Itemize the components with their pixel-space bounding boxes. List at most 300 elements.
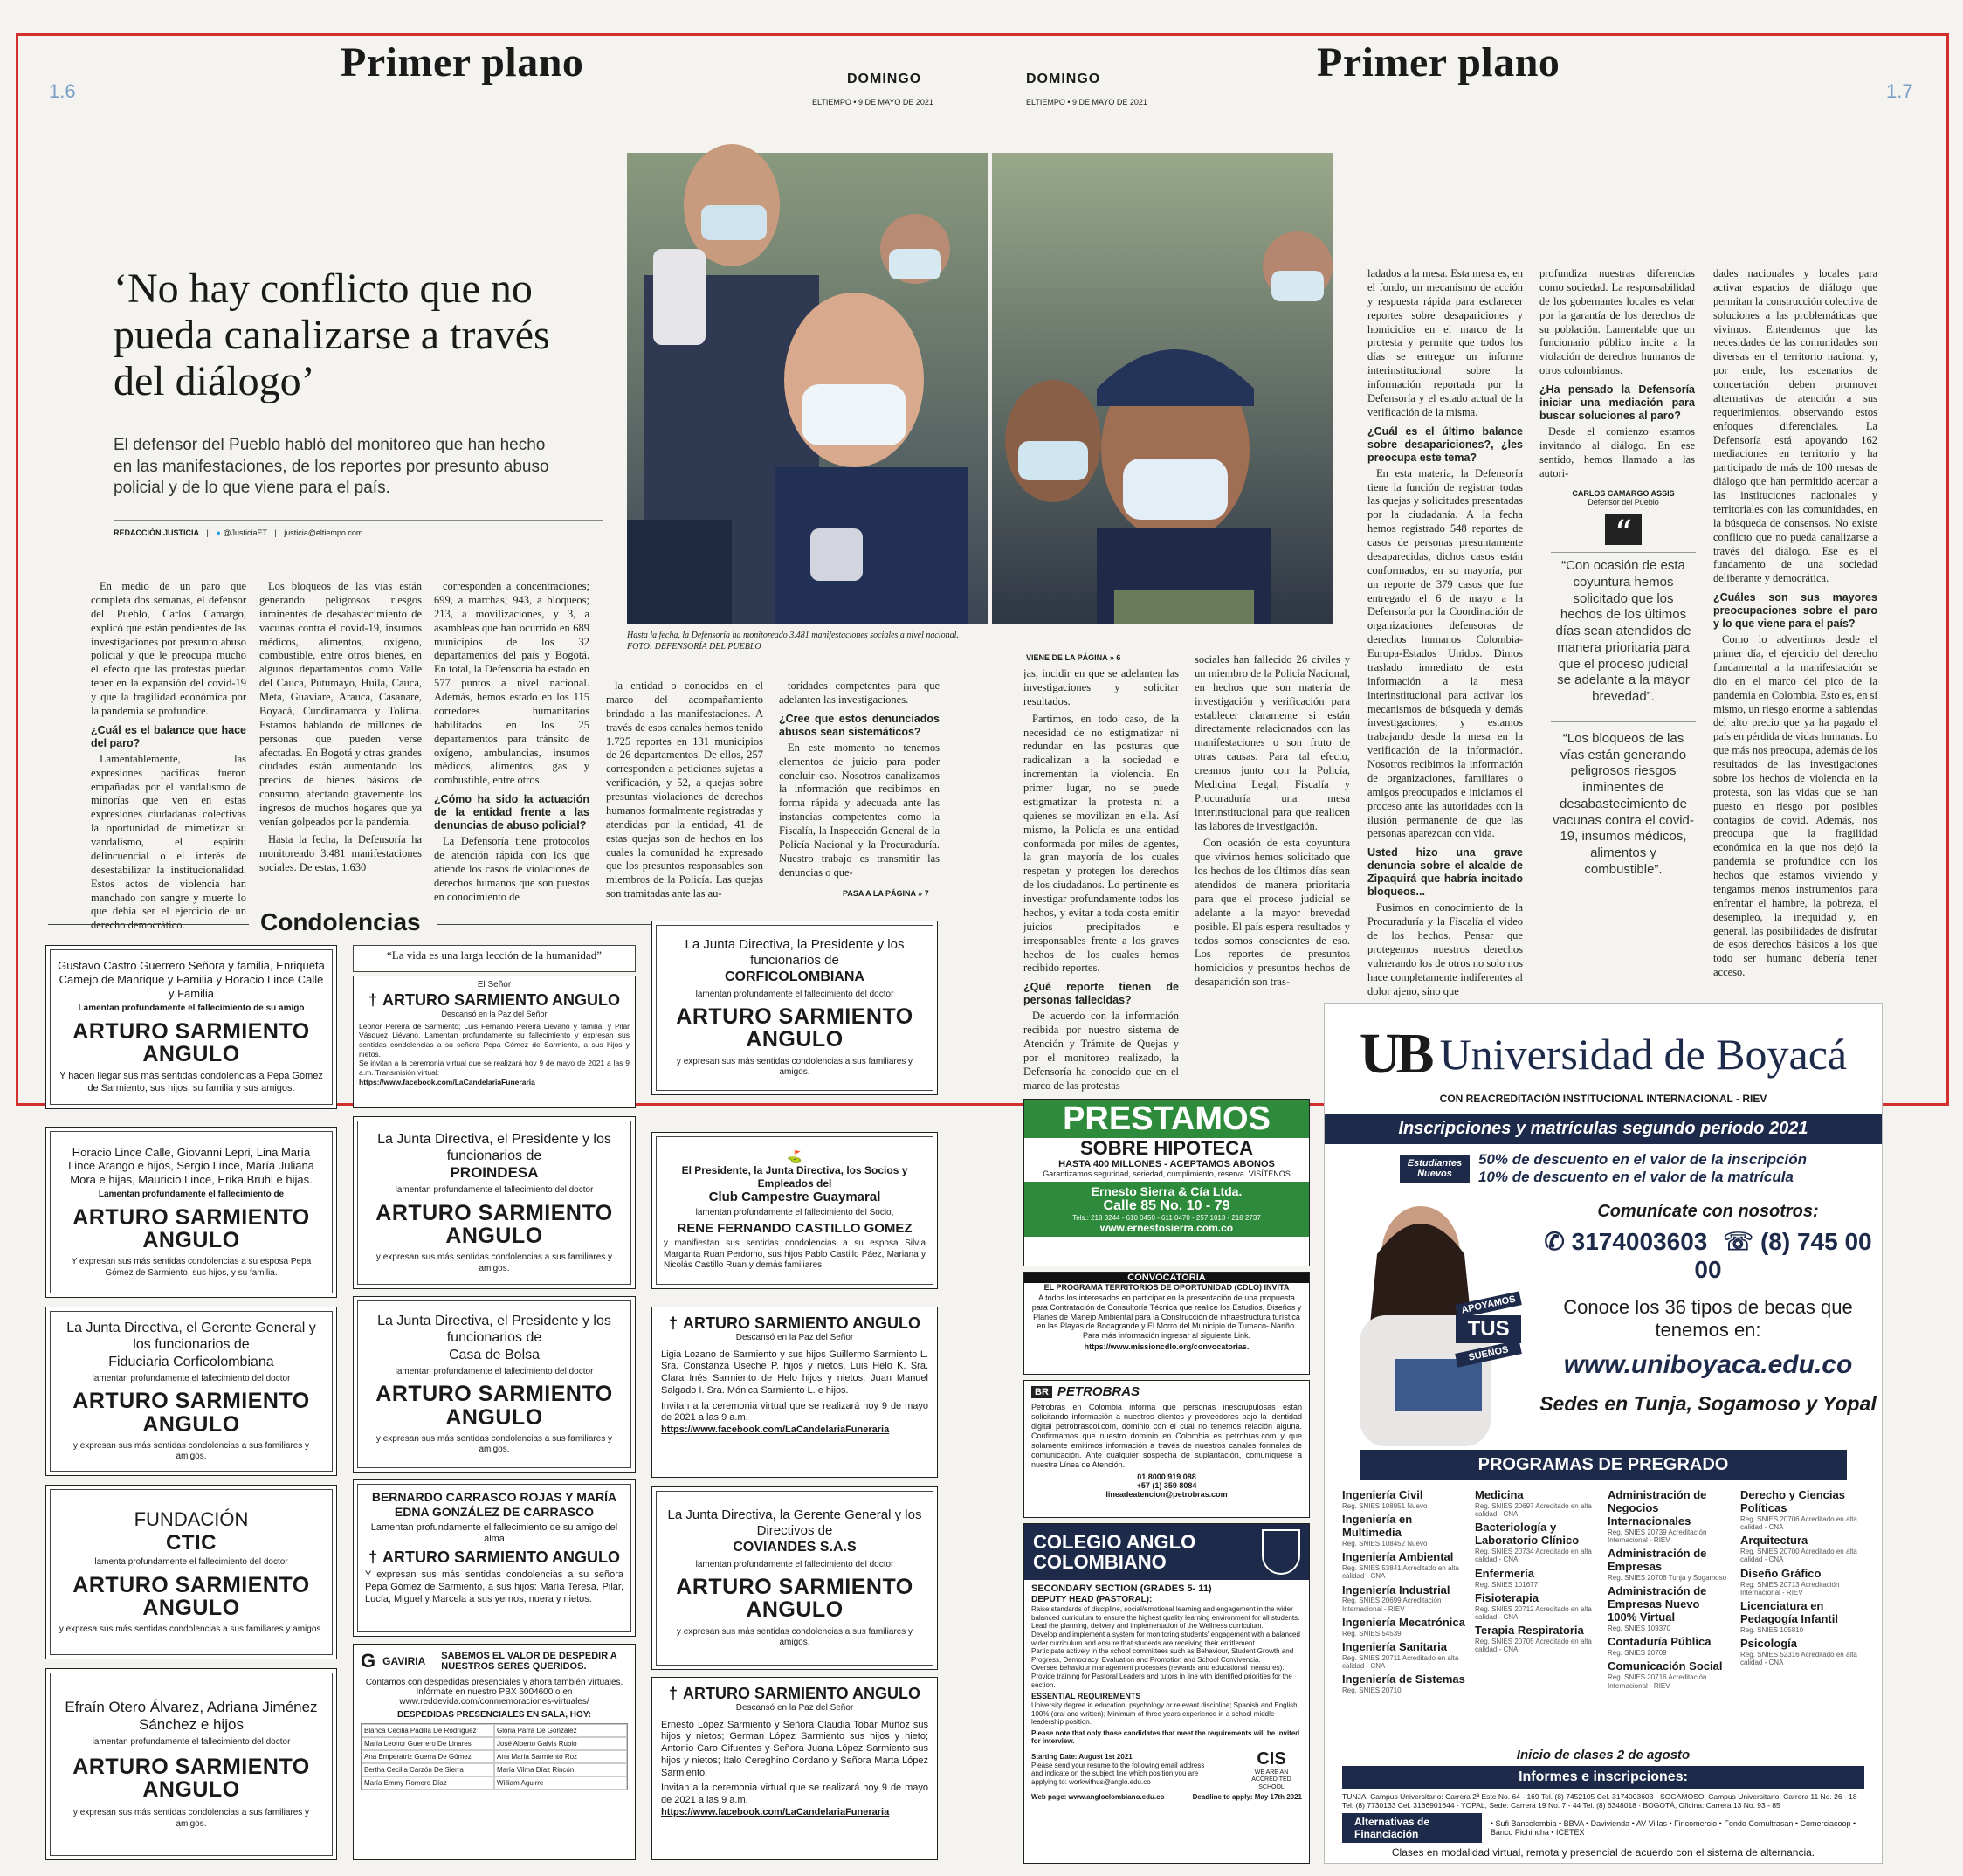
paragraph: Como lo advertimos desde el primer día, el ejercicio del derecho fundamental a la manifestación se dio en el marco del pico de la pandemia en Colombia. Esto es, en sí mismo, un riesgo enorme a sabiendas del alto precio que ya ha pagado el país en pérdida de vidas humanas. Lo que más nos preocupa, además de los resultados de las investigaciones sobre los hechos de violencia en la protesta, son las vidas que se han puesto en riesgo por posibles contagios de covid. Además, nos preocupa que la fragilidad económica en la que nos dejó la pandemia se profundice con los hechos que estamos viviendo y tengamos menos instrumentos para enfrentar el hambre, la pobreza, el desempleo, la inequidad y, en general, las posibilidades de disfrutar de esos derechos básicos a los que todo ser humano debería tener acceso. [1713, 633, 1877, 979]
ub-program-reg: Reg. SNIES 20699 Acreditación Internacional - RIEV [1342, 1597, 1442, 1613]
question: ¿Ha pensado la Defensoría iniciar una mediación para buscar soluciones al paro? [1539, 383, 1695, 422]
byline-twitter: @JusticiaET [223, 528, 267, 537]
notice-org: CORFICOLOMBIANA [725, 969, 864, 985]
article-col-r5 [1713, 267, 1877, 979]
ad-subtitle: EL PROGRAMA TERRITORIOS DE OPORTUNIDAD (CDLO) INVITA [1043, 1283, 1290, 1292]
ub-program-reg: Reg. SNIES 53841 Acreditado en alta calidad - CNA [1342, 1564, 1459, 1581]
list-item: María Vilma Díaz Rincón [494, 1763, 627, 1776]
whatsapp-icon: ✆ [1544, 1228, 1565, 1255]
notice-body: Y expresan sus más sentidas condolencias a su señora Pepa Gómez de Sarmiento, a sus hijos: María Teresa, Pilar, Lucía, Miguel y Marcela a sus yernos, nuera y nietos. [365, 1569, 623, 1604]
condolence-notice [651, 1307, 938, 1478]
condolence-notice [45, 1485, 337, 1659]
ub-programs-title: PROGRAMAS DE PREGRADO [1360, 1450, 1847, 1480]
paragraph: Hasta la fecha, la Defensoría ha monitoreado 3.481 manifestaciones sociales. De estas, 1.630 [259, 832, 422, 873]
deceased-name: ARTURO SARMIENTO ANGULO [72, 1572, 310, 1620]
paragraph: toridades competentes para que adelanten las investigaciones. [779, 679, 940, 706]
notice-senders: La Junta Directiva, la Presidente y los funcionarios de [685, 937, 905, 969]
ad-phone: +57 (1) 359 8084 [1136, 1480, 1197, 1490]
notice-body: Ligia Lozano de Sarmiento y sus hijos Guillermo Sarmiento L. Sra. Constanza Useche P. hijos y nietos, Luis Helo K. Sra. Clara Inés Sarmiento de Helo hijos y nietos, Juan Manuel Salgado I. Sra. Mónica Sarmiento L. e hijos. [661, 1348, 928, 1396]
petrobras-logo-icon: BR [1031, 1386, 1052, 1398]
article-col-2 [259, 580, 422, 896]
notice-senders: La Junta Directiva, el Gerente General y los funcionarios de [66, 1321, 316, 1353]
list-item: Lead the planning, delivery and implementation of the Wellness curriculum. [1031, 1622, 1264, 1631]
twitter-icon: ● [216, 528, 221, 537]
notice-senders: Horacio Lince Calle, Giovanni Lepri, Lina María Lince Arango e hijos, Sergio Lince, María Juliana Mora e hijas, Mauricio Lince, Erika Bruhl e hijas. [68, 1145, 314, 1186]
ub-program-reg: Reg. SNIES 20697 Acreditado en alta calidad - CNA [1475, 1501, 1592, 1519]
pull-quote-name: CARLOS CAMARGO ASSIS [1572, 489, 1675, 498]
deceased-name: ARTURO SARMIENTO ANGULO [676, 1004, 913, 1052]
ub-program-item [1740, 1489, 1864, 1531]
deceased-name: ARTURO SARMIENTO ANGULO [72, 1204, 310, 1253]
condolence-notice [353, 1116, 636, 1289]
tus-badge: TUS [1456, 1315, 1521, 1343]
condolence-notice [45, 1668, 337, 1860]
ub-program-reg: Reg. SNIES 20710 [1342, 1686, 1402, 1695]
ub-program-item [1342, 1673, 1466, 1694]
cross-icon: † [668, 1685, 678, 1702]
ub-program-name: Enfermería [1475, 1566, 1534, 1580]
petrobras-ad [1023, 1380, 1310, 1518]
cross-icon: † [368, 990, 377, 1009]
notice-org: Club Campestre Guaymaral [708, 1189, 881, 1204]
paragraph: Partimos, en todo caso, de la necesidad de no estigmatizar ni redundar en las posturas que radicalizan a la sociedad e incrementan la violencia. En primer lugar, no se puede estigmatizar la protesta ni a quienes se movilizan en ella. Así mismo, la Policía es una entidad conformada por miles de agentes, la gran mayoría de los cuales respetan y protegen los derechos de los ciudadanos. Lo pertinente es investigar profundamente todos los hechos, y evitar a toda costa emitir juicios precipitados e irresponsables frente a los graves hechos de los cuales hemos recibido reportes. [1023, 712, 1179, 975]
condolence-notice [651, 921, 938, 1095]
day-right: DOMINGO [1026, 72, 1101, 86]
photo-left [627, 153, 988, 624]
ub-program-column [1608, 1489, 1732, 1748]
ad-body: University degree in education, psychology or relevant discipline; Spanish and English 100% (oral and written); Minimum of three years experience in a school middle leadership position. [1031, 1700, 1298, 1727]
ad-deadline: Deadline to apply: May 17th 2021 [1192, 1793, 1302, 1802]
ub-program-name: Ingeniería Civil [1342, 1488, 1423, 1501]
ub-program-reg: Reg. SNIES 20716 Acreditación Internacional - RIEV [1608, 1673, 1707, 1690]
deceased-name: ARTURO SARMIENTO ANGULO [683, 1685, 920, 1702]
ad-title: CONVOCATORIA [1024, 1273, 1309, 1283]
ad-body: Petrobras en Colombia informa que personas inescrupulosas están solicitando información a nuestros clientes y proveedores bajo la identidad digital petrobrascol.com, dominio con el cual no tenemos relación alguna. Confirmamos que nuestro dominio en Colombia es petrobras.com y que solamente emitimos información a través de nuestros canales formales de comunicación. Ante cualquier sospecha de suplantación, comuníquese a nuestra Línea de Atención. [1031, 1403, 1302, 1469]
gaviria-logo-icon: G [361, 1650, 376, 1672]
page-number-right: 1.7 [1886, 80, 1913, 102]
ub-program-item [1608, 1660, 1732, 1689]
notice-org: COVIANDES S.A.S [733, 1540, 857, 1555]
paragraph: sociales han fallecido 26 civiles y un miembro de la Policía Nacional, en hechos que son materia de investigación y verificación para establecer claramente si están directamente relacionados con las manifestaciones o son fruto de otras causas. Para tal efecto, creamos junto con la Policía, Medicina Legal, Fiscalía y Procuraduría una mesa interinstitucional para que realicen las labores de investigación. [1195, 653, 1350, 832]
ub-phone[interactable]: (8) 745 00 00 [1694, 1228, 1872, 1283]
paragraph: profundiza nuestras diferencias como sociedad. La responsabilidad de los gobernantes locales es velar por la garantía de los derechos de su población. Lamentable que un funcionario público incite a la violación de derechos humanos de otros colombianos. [1539, 267, 1695, 377]
cis-tagline: WE ARE AN ACCREDITED SCHOOL [1251, 1769, 1291, 1790]
ub-program-item [1342, 1641, 1466, 1670]
deceased-name: ARTURO SARMIENTO ANGULO [676, 1575, 913, 1623]
list-item: Blanca Cecilia Padilla De Rodríguez [362, 1724, 494, 1737]
notice-body: Leonor Pereira de Sarmiento; Luis Fernando Pereira Liévano y familia; y Pilar Vásquez Liévano. Lamentan profundamente su fallecimiento y expresan sus sentidas condolencias a su señora Pepa Gómez de Sarmiento, a sus hijos y nietos. [359, 1021, 630, 1059]
ub-program-reg: Reg. SNIES 52316 Acreditado en alta calidad - CNA [1740, 1650, 1857, 1667]
ad-email[interactable]: lineadeatencion@petrobras.com [1105, 1489, 1228, 1499]
article-headline: ‘No hay conflicto que no pueda canalizarse a través del diálogo’ [114, 266, 550, 404]
ad-note: Please note that only those candidates that meet the requirements will be invited for interview. [1031, 1728, 1300, 1746]
prestamos-ad [1023, 1099, 1310, 1266]
ad-subtitle: DEPUTY HEAD (PASTORAL): [1031, 1595, 1153, 1605]
jump-prev-page[interactable]: VIENE DE LA PÁGINA » 6 [1026, 653, 1121, 662]
facebook-link[interactable]: https://www.facebook.com/LaCandelariaFuneraria [359, 1077, 535, 1086]
ub-program-reg: Reg. SNIES 20708 Tunja y Sogamoso [1608, 1574, 1727, 1583]
suenos-badge: SUEÑOS [1455, 1340, 1522, 1367]
notice-body: Ernesto López Sarmiento y Señora Claudia Tobar Muñoz sus hijos y nietos; German López Sarmiento sus hijos y nieto; Antonio Caro Cifuentes y Señora Juana López Sarmiento sus hijos y nietos; Italo Cereghino Cordano y Señora Marta López Sarmiento. [661, 1719, 928, 1778]
ad-address: Calle 85 No. 10 - 79 [1103, 1198, 1230, 1213]
pull-quote-2: “Los bloqueos de las vías están generando peligrosos riesgos inminentes de desabastecimiento de vacunas contra el covid-19, insumos médicos, alimentos y combustible”. [1551, 721, 1696, 879]
apoyamos-badge: APOYAMOS [1455, 1291, 1522, 1318]
article-lede: El defensor del Pueblo habló del monitoreo que han hecho en las manifestaciones, de los reportes por presunto abuso policial y de lo que viene para el país. [114, 436, 549, 498]
ub-inscripciones: Inscripciones y matrículas segundo período 2021 [1325, 1114, 1882, 1144]
ub-accreditation: CON REACREDITACIÓN INSTITUCIONAL INTERNACIONAL - RIEV [1439, 1093, 1767, 1105]
ad-company: PETROBRAS [1057, 1384, 1140, 1399]
ub-start-date: Inicio de clases 2 de agosto [1516, 1748, 1691, 1762]
ub-program-name: Ingeniería Ambiental [1342, 1550, 1454, 1564]
article-col-4 [606, 679, 763, 900]
condolence-notice [651, 1486, 938, 1670]
ub-program-name: Fisioterapia [1475, 1590, 1539, 1604]
paragraph: jas, incidir en que se adelanten las investigaciones y solicitar resultados. [1023, 667, 1179, 707]
byline-email: justicia@eltiempo.com [284, 528, 363, 537]
section-title-right: Primer plano [1317, 39, 1560, 86]
ub-program-reg: Reg. SNIES 20706 Acreditado en alta calidad - CNA [1740, 1514, 1857, 1532]
ub-program-column [1342, 1489, 1466, 1748]
ub-program-name: Administración de Empresas [1608, 1547, 1707, 1574]
ub-students-badge: Estudiantes Nuevos [1400, 1155, 1470, 1183]
paragraph: Pusimos en conocimiento de la Procuraduría y la Fiscalía el video de los hechos. Pensar que protegemos nuestros derechos vulnerando los de otros no solo nos hace completamente indiferentes al dolor ajeno, sino que [1367, 901, 1523, 997]
ub-program-name: Medicina [1475, 1488, 1524, 1501]
notice-text: y expresa sus más sentidas condolencias a sus familiares y amigos. [59, 1624, 324, 1635]
ub-program-reg: Reg. SNIES 54539 [1342, 1629, 1402, 1638]
ub-program-item [1608, 1489, 1732, 1544]
notice-text: El Señor [477, 980, 512, 990]
ub-contact-label: Comunícate con nosotros: [1597, 1202, 1819, 1221]
paragraph: Desde el comienzo estamos invitando al diálogo. En ese sentido, hemos llamado a las autori- [1539, 425, 1695, 479]
notice-body: Invitan a la ceremonia virtual que se realizará hoy 9 de mayo de 2021 a las 9 a.m. [661, 1783, 928, 1805]
list-item: María Emmy Romero Díaz [362, 1776, 494, 1790]
question: ¿Cuál es el último balance sobre desapariciones?, ¿les preocupa este tema? [1367, 424, 1523, 464]
despedidas-list [361, 1723, 628, 1790]
ub-program-item [1475, 1568, 1599, 1589]
list-item: William Aguirre [494, 1776, 627, 1790]
notice-text: lamentan profundamente el fallecimiento del doctor [695, 989, 894, 999]
notice-org: CTIC [166, 1530, 217, 1555]
deceased-name: ARTURO SARMIENTO ANGULO [683, 1314, 920, 1332]
ub-program-reg: Reg. SNIES 20705 Acreditado en alta calidad - CNA [1475, 1637, 1592, 1654]
ad-body: A todos los interesados en participar en la presentación de una propuesta para Contratación de Consultoría Técnica que realice los Estudios, Diseños y Planes de Manejo Ambiental para la Construcción de infraestructura turística en las Playas de Bocagrande y El Morro del Municipio de Tumaco- Nariño. Para más información ingresar al siguiente Link. [1031, 1293, 1302, 1341]
notice-text: Y hacen llegar sus más sentidas condolencias a Pepa Gómez de Sarmiento, sus hijos, su familia y sus amigos. [59, 1071, 323, 1093]
convocatoria-ad [1023, 1272, 1310, 1375]
ub-program-reg: Reg. SNIES 101677 [1475, 1580, 1539, 1589]
paragraph: ladados a la mesa. Esta mesa es, en el fondo, un mecanismo de acción y respuesta rápida para esclarecer reportes sobre desapariciones y homicidios en el marco de la protesta y permite que todos los días se entregue un informe interinstitucional sobre la información reportada por la Defensoría y el estado actual de la verificación de la misma. [1367, 267, 1523, 418]
condolencias-rule-left [48, 924, 249, 925]
ub-programs-grid [1325, 1489, 1882, 1748]
ad-subtitle: SOBRE HIPOTECA [1079, 1137, 1254, 1159]
photo-right [992, 153, 1333, 624]
ub-program-reg: Reg. SNIES 108452 Nuevo [1342, 1540, 1428, 1548]
notice-text: Descansó en la Paz del Señor [735, 1333, 854, 1342]
ub-banks: • Sufi Bancolombia • BBVA • Davivienda • AV Villas • Fincomercio • Fondo Comultrasan • Comerciacoop • Banco Pichincha • ICETEX [1490, 1819, 1856, 1838]
ub-discount: 10% de descuento en el valor de la matrícula [1477, 1169, 1794, 1185]
cis-logo: CIS [1257, 1748, 1286, 1769]
ad-website[interactable]: www.ernestosierra.com.co [1099, 1222, 1234, 1234]
ub-logo-icon: UB [1359, 1022, 1429, 1086]
ad-text: HASTA 400 MILLONES - ACEPTAMOS ABONOS [1058, 1159, 1275, 1169]
notice-text: y expresan sus más sentidas condolencias a sus familiares y amigos. [375, 1433, 613, 1455]
notice-text: lamentan profundamente el fallecimiento del doctor [92, 1737, 291, 1748]
notice-text: Descansó en la Paz del Señor [441, 1009, 548, 1018]
ad-date: Starting Date: August 1st 2021 [1031, 1753, 1133, 1762]
condolence-notice [353, 1479, 636, 1637]
article-col-r1 [1023, 667, 1179, 1092]
notice-text: y expresan sus más sentidas condolencias a sus familiares y amigos. [72, 1808, 310, 1829]
ub-program-name: Administración de Empresas Nuevo 100% Virtual [1608, 1584, 1707, 1624]
ad-subtitle: ESSENTIAL REQUIREMENTS [1031, 1692, 1141, 1701]
uniboyaca-ad [1324, 1003, 1883, 1864]
notice-text: lamentan profundamente el fallecimiento del doctor [92, 1373, 291, 1383]
byline: REDACCIÓN JUSTICIA | ● @JusticiaET | justicia@eltiempo.com [114, 528, 363, 537]
ad-subtitle: SECONDARY SECTION (GRADES 5- 11) [1031, 1583, 1212, 1594]
paragraph: Con ocasión de esta coyuntura que vivimos hemos solicitado que los hechos de los últimos días sean atendidos de manera prioritaria para que el proceso judicial se adelante a la mayor brevedad posible. El país espera resultados y todos somos conscientes de eso. Los reportes de presuntos homicidios y presuntos hechos de desaparición son tras- [1195, 837, 1350, 989]
ub-program-name: Psicología [1740, 1636, 1798, 1650]
ad-phone: 01 8000 919 088 [1137, 1472, 1196, 1481]
question: Usted hizo una grave denuncia sobre el alcalde de Zipaquirá que habría incitado bloqueos... [1367, 846, 1523, 899]
ad-body: Contamos con despedidas presenciales y ahora también virtuales. Infórmate en nuestro PBX 6004600 o en www.reddevida.com/conmemoraciones-virtuales/ [365, 1678, 623, 1707]
ub-program-item [1475, 1624, 1599, 1653]
condolence-notice [353, 945, 636, 1109]
ub-becas: Conoce los 36 tipos de becas que tenemos en: [1563, 1296, 1853, 1341]
ub-program-reg: Reg. SNIES 20713 Acreditación Internacional - RIEV [1740, 1580, 1840, 1597]
byline-rule [114, 520, 603, 521]
paragraph: En medio de un paro que completa dos semanas, el defensor del Pueblo, Carlos Camargo, explicó que están pendientes de las investigaciones por presunto abuso policial y que le preocupa mucho el efecto que las protestas puedan tener en la expansión del covid-19 y que la fragilidad económica por la pandemia se profundice. [91, 580, 246, 717]
notice-text: Lamentan profundamente el fallecimiento de su amigo [78, 1004, 305, 1014]
article-col-r3 [1367, 267, 1523, 997]
notice-body: Se invitan a la ceremonia virtual que se realizará hoy 9 de mayo de 2021 a las 9 a.m. Transmisión virtual: [359, 1059, 630, 1077]
ub-website[interactable]: www.uniboyaca.edu.co [1563, 1350, 1853, 1379]
paragraph: dades nacionales y locales para activar espacios de diálogo que permitan la construcción colectiva de soluciones a las problemáticas que vivimos. Entendemos que las necesidades de las comunidades son diversas en el territorio nacional y, por ende, los escenarios de concertación deben promover alternativas de atención a sus requerimientos, observando estos enfoques diferenciales. La Defensoría está apoyando 162 mediaciones en territorio y ha participado de más de 100 mesas de diálogo que han permitido acercar a las instituciones nacionales y territoriales con las comunidades, en la búsqueda de consensos. No existe conflicto que no pueda canalizarse a través del diálogo. Ese es el fundamento de una sociedad deliberante y democrática. [1713, 267, 1877, 585]
list-item: Provide training for Pastoral Leaders and tutors in line with identified priorities for the section. [1031, 1672, 1292, 1689]
ub-program-reg: Reg. SNIES 20712 Acreditado en alta calidad - CNA [1475, 1604, 1592, 1621]
notice-senders: FUNDACIÓN [134, 1508, 249, 1531]
deceased-name: ARTURO SARMIENTO ANGULO [382, 990, 620, 1009]
condolencias-rule-right [437, 924, 659, 925]
deceased-name: ARTURO SARMIENTO ANGULO [72, 1389, 310, 1437]
school-crest-icon [1262, 1529, 1300, 1575]
ub-program-column [1740, 1489, 1864, 1748]
ub-phone[interactable]: 3174003603 [1571, 1228, 1708, 1255]
day-left: DOMINGO [847, 72, 922, 86]
deceased-name: ARTURO SARMIENTO ANGULO [382, 1548, 620, 1567]
funeral-brand: GAVIRIA [382, 1655, 426, 1667]
notice-senders: Gustavo Castro Guerrero Señora y familia, Enriqueta Camejo de Manrique y Familia y Horacio Lince Calle y Familia [58, 959, 325, 1000]
ub-program-item [1740, 1600, 1864, 1634]
notice-senders: BERNARDO CARRASCO ROJAS Y MARÍA EDNA GONZÁLEZ DE CARRASCO [371, 1490, 617, 1519]
ad-title: COLEGIO ANGLO COLOMBIANO [1033, 1530, 1196, 1573]
byline-author: REDACCIÓN JUSTICIA [114, 528, 200, 537]
notice-body: y manifiestan sus sentidas condolencias a su esposa Silvia Margarita Ruan Perdomo, sus hijos Pablo Castillo Páez, Mariana y Nicolás Castillo Ruan y demás familiares. [664, 1238, 926, 1271]
ub-program-name: Ingeniería de Sistemas [1342, 1673, 1465, 1686]
ub-program-name: Ingeniería Industrial [1342, 1583, 1450, 1597]
condolence-notice [45, 1127, 337, 1298]
list-item: Gloria Parra De González [494, 1724, 627, 1737]
ub-program-item [1608, 1585, 1732, 1632]
notice-text: Lamentan profundamente el fallecimiento de su amigo del alma [370, 1521, 618, 1545]
question: ¿Cuáles son sus mayores preocupaciones sobre el paro y lo que viene para el país? [1713, 591, 1877, 631]
ub-program-reg: Reg. SNIES 105810 [1740, 1625, 1804, 1634]
notice-senders: Efraín Otero Álvarez, Adriana Jiménez Sánchez e hijos [65, 1698, 318, 1733]
paragraph: La Defensoría tiene protocolos de atención rápida con los que atiende los casos de violaciones de derechos humanos que son puestos en conocimiento de [434, 835, 589, 903]
list-item: Ana María Sarmiento Roz [494, 1750, 627, 1763]
ub-program-reg: Reg. SNIES 109370 [1608, 1624, 1671, 1633]
ub-program-reg: Reg. SNIES 20711 Acreditado en alta calidad - CNA [1342, 1653, 1459, 1671]
ub-program-column [1475, 1489, 1599, 1748]
ad-body: Please send your resume to the following email address and indicate on the subject line which position you are applying to: workwithus@anglo.edu.co [1031, 1761, 1205, 1787]
ub-program-reg: Reg. SNIES 20709 [1608, 1649, 1667, 1658]
notice-text: Y expresan sus más sentidas condolencias a su esposa Pepa Gómez de Sarmiento, sus hijos, y su familia. [71, 1257, 312, 1278]
phone-icon: ☏ [1723, 1228, 1754, 1255]
list-item: Raise standards of discipline, social/emotional learning and engagement in the wider balanced curriculum to ensure the highest quality learning environment for all students. [1031, 1605, 1300, 1622]
colegio-ad [1023, 1523, 1310, 1864]
condolence-notice [651, 1132, 938, 1289]
ad-title: SABEMOS EL VALOR DE DESPEDIR A NUESTROS SERES QUERIDOS. [441, 1651, 617, 1672]
paragraph: Los bloqueos de las vías están generando peligrosos riesgos inminentes de desabastecimiento de vacunas contra el covid-19, insumos médicos, alimentos, oxígeno, combustible, entre otros bienes, en algunos departamentos como Valle del Cauca, Putumayo, Huila, Cauca, Meta, Guaviare, Arauca, Casanare, Boyacá, Cundinamarca y Tolima. Estamos hablando de millones de personas que pueden verse afectadas. En Bogotá y otras grandes ciudades están aumentando los precios de bienes básicos de consumo, afectando gravemente los ingresos de muchos hogares que ya venían golpeados por la pandemia. [259, 580, 422, 828]
notice-body: Invitan a la ceremonia virtual que se realizará hoy 9 de mayo de 2021 a las 9 a.m. [661, 1400, 928, 1424]
list-item: María Leonor Guerrero De Linares [362, 1737, 494, 1750]
list-item: José Alberto Galvis Rubio [494, 1737, 627, 1750]
notice-text: y expresan sus más sentidas condolencias a sus familiares y amigos. [676, 1056, 913, 1078]
ub-program-item [1342, 1489, 1466, 1510]
cross-icon: † [668, 1314, 678, 1332]
ad-phones: Tels.: 218 3244 - 610 0450 - 611 0470 - 257 1013 - 218 2737 [1072, 1214, 1261, 1222]
student-photo [1325, 1193, 1534, 1446]
ub-program-name: Ingeniería en Multimedia [1342, 1513, 1413, 1540]
ub-program-item [1475, 1592, 1599, 1621]
cross-icon: † [368, 1548, 377, 1567]
ub-program-item [1740, 1535, 1864, 1563]
jump-next-page[interactable]: PASA A LA PÁGINA » 7 [843, 889, 929, 898]
ub-informes: Informes e inscripciones: [1342, 1766, 1864, 1789]
ub-discount: 50% de descuento en el valor de la inscripción [1477, 1151, 1808, 1168]
notice-senders: La Junta Directiva, la Gerente General y los Directivos de [667, 1507, 922, 1539]
ub-program-item [1740, 1568, 1864, 1597]
notice-senders: La Junta Directiva, el Presidente y los funcionarios de [377, 1314, 611, 1346]
ub-program-item [1342, 1617, 1466, 1638]
question: ¿Qué reporte tienen de personas fallecidas? [1023, 981, 1179, 1007]
photo-caption: Hasta la fecha, la Defensoría ha monitoreado 3.481 manifestaciones sociales a nivel nacional. FOTO: DEFENSORÍA DEL PUEBLO [627, 631, 959, 652]
dateline-right: ELTIEMPO • 9 DE MAYO DE 2021 [1026, 98, 1147, 107]
ub-program-name: Arquitectura [1740, 1534, 1808, 1548]
ub-financing: Alternativas de Financiación [1342, 1813, 1482, 1843]
condolence-notice [651, 1677, 938, 1860]
pull-quote-1: “Con ocasión de esta coyuntura hemos solicitado que los hechos de los últimos días sean atendidos de manera prioritaria para que el proceso judicial se adelante a la mayor brevedad”. [1551, 552, 1696, 706]
paragraph: En esta materia, la Defensoría tiene la función de registrar todas las quejas y solicitudes presentadas por la ciudadanía. A la fecha hemos registrado 548 reportes de casos de personas presuntamente desaparecidas, dichos casos están conformados, en su mayoría, por un reporte de 379 casos que fue entregado el 6 de mayo a la Defensoría por la Coordinación de organizaciones defensoras de derechos humanos Colombia-Europa-Estados Unidos. Dimos traslado inmediato de esta información a la mesa interinstitucional para activar los mecanismos de búsqueda y demás investigaciones, y estamos trabajando desde la mesa en la verificación de la información. Nosotros recibimos la información de organizaciones, familiares o amigos preocupados e iniciamos el proceso ante las autoridades con la ilusión permanente de que las personas aparezcan con vida. [1367, 466, 1523, 840]
paragraph: Lamentablemente, las expresiones pacíficas fueron empañadas por el vandalismo de minorías que ven en estas expresiones ciudadanas colectivas la oportunidad de mimetizar su vandalismo, el espíritu delincuencial o el interés de desestabilizar la institucionalidad. Estos actos de violencia han manchado con sangre y muerte lo que debía ser el ejercicio de un derecho democrático. [91, 752, 246, 932]
article-col-r2 [1195, 653, 1350, 989]
ub-modalidad: Clases en modalidad virtual, remota y presencial de acuerdo con el sistema de alternancia. [1391, 1846, 1815, 1859]
ub-program-name: Administración de Negocios Internacionales [1608, 1488, 1707, 1528]
notice-org: Fiduciaria Corficolombiana [108, 1354, 274, 1369]
ub-program-reg: Reg. SNIES 20700 Acreditado en alta calidad - CNA [1740, 1548, 1857, 1564]
notice-quote: “La vida es una larga lección de la humanidad” [353, 945, 636, 972]
pull-quote-block [1551, 489, 1696, 952]
deceased-name: ARTURO SARMIENTO ANGULO [72, 1018, 310, 1066]
ub-program-item [1475, 1521, 1599, 1563]
article-col-5 [779, 679, 940, 886]
notice-text: y expresan sus más sentidas condolencias a sus familiares y amigos. [72, 1440, 310, 1462]
paragraph: En este momento no tenemos elementos de juicio para poder concluir eso. Nosotros canalizamos la información que recibimos en forma rápida y adecuada ante las instancias competentes como la Fiscalía, la Inspección General de la Policía Nacional y la Procuraduría. Nuestro trabajo es transmitir las denuncias o que- [779, 741, 940, 879]
ad-company: Ernesto Sierra & Cía Ltda. [1091, 1184, 1243, 1198]
ub-program-item [1342, 1584, 1466, 1613]
ub-program-item [1608, 1548, 1732, 1582]
notice-senders: La Junta Directiva, el Presidente y los funcionarios de [377, 1131, 611, 1163]
quote-mark-icon: “ [1605, 514, 1642, 545]
ub-program-name: Bacteriología y Laboratorio Clínico [1475, 1521, 1580, 1548]
condolence-notice [45, 1307, 337, 1476]
article-col-r4 [1539, 267, 1695, 479]
notice-org: Casa de Bolsa [448, 1347, 541, 1362]
notice-text: lamentan profundamente el fallecimiento del doctor [395, 1366, 594, 1376]
list-item: Participate actively in the school committees such as Behaviour, Student Growth and Progress, Democracy, Evaluation and Promotion and School Convivencia. [1031, 1647, 1294, 1664]
list-item: Bertha Cecilia Carzón De Sierra [362, 1763, 494, 1776]
notice-text: y expresan sus más sentidas condolencias a sus familiares y amigos. [676, 1626, 913, 1648]
notice-text: lamentan profundamente el fallecimiento del doctor [695, 1559, 894, 1569]
deceased-name: ARTURO SARMIENTO ANGULO [375, 1200, 613, 1249]
ad-title: PRESTAMOS [1024, 1100, 1309, 1138]
ub-program-reg: Reg. SNIES 20739 Acreditación Internacional - RIEV [1608, 1528, 1707, 1544]
ub-addresses: TUNJA, Campus Universitario: Carrera 2ª Este No. 64 - 169 Tel. (8) 7452105 Cel. 3174003603 · SOGAMOSO, Campus Universitario: Carrera 11 No. 26 - 18 Tel. (8) 7730133 Cel. 3166901644 · YOPAL, Sede: Carrera 19 No. 7 - 44 Tel. (8) 6348018 · BOGOTÁ, Oficina: Carrera 13 No. 93 - 85 [1342, 1792, 1857, 1810]
ad-text: Garantizamos seguridad, seriedad, cumplimiento, reserva. VISÍTENOS [1043, 1169, 1291, 1178]
paragraph: la entidad o conocidos en el marco del acompañamiento brindado a las manifestaciones. A través de esos canales hemos tenido 1.725 reportes en 131 municipios de 26 departamentos. De ellos, 257 corresponden a peticiones sujetas a verificación, y 52, a quejas sobre presuntas violaciones de derechos humanos formalmente registradas y atendidas por la entidad, 41 de estas quejas son de hechos en los cuales la comunidad ha expresado que los presuntos responsables son miembros de la Policía. Las quejas son tramitadas ante las au- [606, 679, 763, 900]
notice-org: PROINDESA [450, 1163, 539, 1181]
condolencias-title: Condolencias [260, 908, 421, 935]
ub-program-name: Licenciatura en Pedagogía Infantil [1740, 1598, 1838, 1625]
deceased-name: ARTURO SARMIENTO ANGULO [375, 1382, 613, 1430]
page-number-left: 1.6 [49, 80, 76, 102]
paragraph: De acuerdo con la información recibida por nuestro sistema de Atención y Trámite de Quejas y por el monitoreo realizado, la Defensoría ha conocido que en el marco de las protestas [1023, 1010, 1179, 1092]
question: ¿Cree que estos denunciados abusos sean sistemáticos? [779, 712, 940, 738]
article-col-3 [434, 580, 589, 903]
notice-text: Lamentan profundamente el fallecimiento de [98, 1190, 285, 1200]
ub-program-name: Contaduría Pública [1608, 1635, 1712, 1649]
list-item: Oversee behaviour management processes (rewards and educational measures). [1031, 1664, 1285, 1673]
facebook-link[interactable]: https://www.facebook.com/LaCandelariaFuneraria [661, 1424, 890, 1435]
condolence-notice [45, 945, 337, 1109]
funeral-home-ad [353, 1644, 636, 1860]
list-item: Ana Emperatriz Guerra De Gómez [362, 1750, 494, 1763]
ub-program-item [1740, 1638, 1864, 1666]
ad-website[interactable]: Web page: www.angloclombiano.edu.co [1031, 1793, 1165, 1802]
deceased-name: ARTURO SARMIENTO ANGULO [72, 1754, 310, 1803]
ub-program-item [1475, 1489, 1599, 1518]
notice-text: lamentan profundamente el fallecimiento del Socio, [695, 1207, 894, 1217]
deceased-name: RENE FERNANDO CASTILLO GOMEZ [677, 1221, 913, 1237]
paragraph: corresponden a concentraciones; 699, a marchas; 943, a bloqueos; 213, a movilizaciones, y 3, a asambleas que han ocurrido en 689 municipios de los 32 departamentos del país y Bogotá. En total, la Defensoría ha estado en 577 puntos a nivel nacional. Además, hemos estado en los 115 corredores humanitarios habilitados en los 25 departamentos para tránsito de oxígeno, ambulancias, insumos médicos, alimentos, gas y combustible, entre otros. [434, 580, 589, 787]
club-logo-icon: ⛳ [787, 1149, 802, 1164]
ad-link[interactable]: https://www.missioncdlo.org/convocatorias. [1084, 1341, 1250, 1351]
ub-program-item [1342, 1514, 1466, 1548]
ub-program-reg: Reg. SNIES 108951 Nuevo [1342, 1501, 1428, 1510]
ub-program-name: Terapia Respiratoria [1475, 1624, 1584, 1637]
ub-program-reg: Reg. SNIES 20734 Acreditado en alta calidad - CNA [1475, 1548, 1592, 1564]
notice-text: y expresan sus más sentidas condolencias a sus familiares y amigos. [375, 1252, 613, 1273]
ub-program-item [1342, 1551, 1466, 1580]
ub-program-name: Derecho y Ciencias Políticas [1740, 1488, 1845, 1514]
section-title-left: Primer plano [341, 39, 584, 86]
list-item: Develop and implement a system for monitoring students' engagement with a balanced wider curriculum and ensure that students are receiving their entitlement. [1031, 1630, 1300, 1647]
notice-text: Descansó en la Paz del Señor [735, 1703, 854, 1713]
ub-program-name: Diseño Gráfico [1740, 1566, 1822, 1580]
ub-name: Universidad de Boyacá [1439, 1030, 1848, 1079]
facebook-link[interactable]: https://www.facebook.com/LaCandelariaFuneraria [661, 1806, 890, 1817]
condolence-notice [353, 1296, 636, 1473]
notice-text: lamenta profundamente el fallecimiento del doctor [94, 1557, 288, 1568]
dateline-left: ELTIEMPO • 9 DE MAYO DE 2021 [812, 98, 933, 107]
